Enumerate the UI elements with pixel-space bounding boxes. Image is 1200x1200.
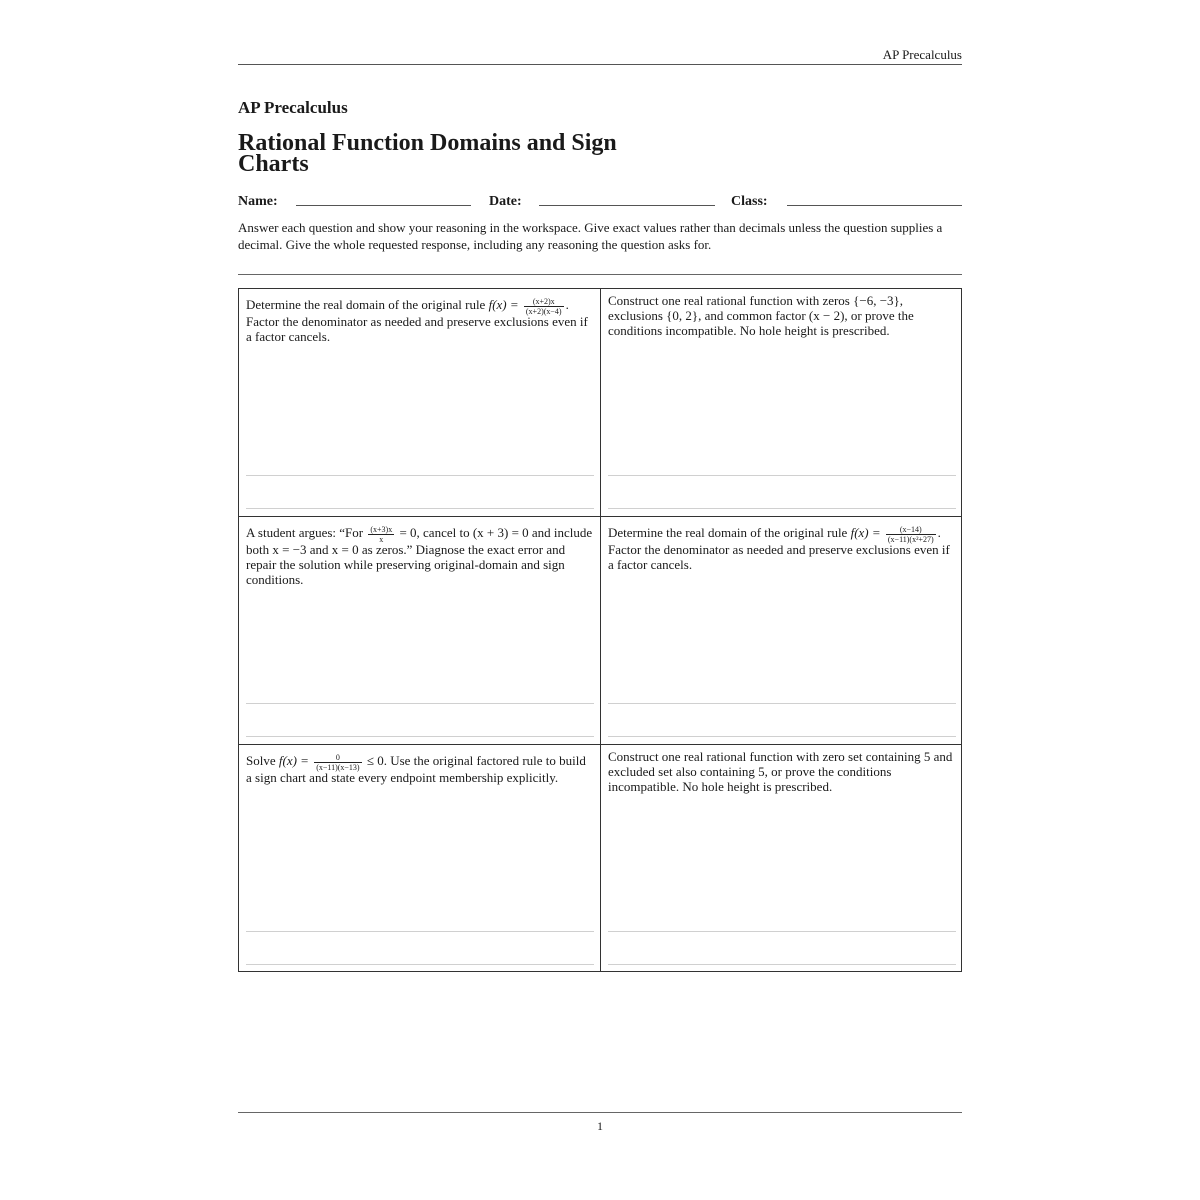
question-text: ≤ 0. Use the original factored rule to build xyxy=(363,753,586,768)
student-info-fields xyxy=(238,194,962,214)
date-field[interactable] xyxy=(539,205,715,206)
fraction-denominator: (x+2)(x−4) xyxy=(525,306,562,316)
question-text: both x = −3 and x = 0 as zeros.” Diagnose the exact error and repair the solution while preserving original-domain and sign conditions. xyxy=(246,542,566,587)
question-cell-3 xyxy=(239,516,601,744)
question-cell-4 xyxy=(600,516,962,744)
class-field[interactable] xyxy=(787,205,962,206)
question-text: Determine the real domain of the original rule xyxy=(246,297,489,312)
fraction-numerator: (x+3)x xyxy=(370,524,393,534)
writing-line[interactable] xyxy=(608,964,956,965)
writing-line[interactable] xyxy=(246,964,594,965)
question-cell-5 xyxy=(239,744,601,972)
fraction-numerator: (x−14) xyxy=(899,524,922,534)
course-heading: AP Precalculus xyxy=(238,98,348,117)
question-prompt xyxy=(246,751,596,785)
divider xyxy=(238,274,962,275)
instructions: Answer each question and show your reasoning in the workspace. Give exact values rather than decimals unless the question supplies a decimal. Give the whole requested response, including any reasoning the question asks for. xyxy=(238,220,943,252)
math-fx: f(x) = xyxy=(278,753,309,768)
question-grid xyxy=(238,288,962,972)
question-text: a sign chart and state every endpoint membership explicitly. xyxy=(246,770,559,785)
fraction xyxy=(314,753,361,772)
writing-line[interactable] xyxy=(608,508,956,509)
writing-line[interactable] xyxy=(246,475,594,476)
running-header xyxy=(238,47,962,65)
question-text: . xyxy=(937,525,941,540)
question-text: . xyxy=(565,297,569,312)
question-cell-6 xyxy=(600,744,962,972)
running-header-title: AP Precalculus xyxy=(882,47,962,62)
writing-line[interactable] xyxy=(246,736,594,737)
fraction-numerator: 0 xyxy=(335,752,340,762)
question-cell-2 xyxy=(600,289,962,517)
worksheet-title: Rational Function Domains and Sign Charts xyxy=(238,130,617,177)
writing-line[interactable] xyxy=(246,931,594,932)
writing-line[interactable] xyxy=(246,508,594,509)
fraction-denominator: x xyxy=(368,534,394,544)
question-text: = 0, cancel to (x + 3) = 0 and include xyxy=(396,525,593,540)
question-text: Factor the denominator as needed and preserve exclusions even if a factor cancels. xyxy=(608,542,950,572)
question-prompt: Construct one real rational function with zero set containing 5 and excluded set also containing 5, or prove the conditions incompatible. No hole height is prescribed. xyxy=(608,749,953,794)
fraction-denominator: (x−11)(x−13) xyxy=(316,762,360,772)
fraction-numerator: (x+2)x xyxy=(532,296,555,306)
question-prompt: Construct one real rational function with zeros {−6, −3}, exclusions {0, 2}, and common factor (x − 2), or prove the conditions incompatible. No hole height is prescribed. xyxy=(608,293,914,338)
question-text: Factor the denominator as needed and preserve exclusions even if a factor cancels. xyxy=(246,314,588,344)
question-prompt xyxy=(608,523,958,572)
math-fx: f(x) = xyxy=(488,297,519,312)
question-text: A student argues: “For xyxy=(246,525,367,540)
question-text: Determine the real domain of the original rule xyxy=(608,525,851,540)
question-cell-1 xyxy=(239,289,601,517)
footer-divider xyxy=(238,1112,962,1113)
class-label: Class: xyxy=(731,194,768,209)
name-label: Name: xyxy=(238,194,278,209)
writing-line[interactable] xyxy=(608,931,956,932)
question-text: Solve xyxy=(246,753,279,768)
name-field[interactable] xyxy=(296,205,471,206)
fraction xyxy=(886,525,936,544)
writing-line[interactable] xyxy=(608,475,956,476)
writing-line[interactable] xyxy=(608,736,956,737)
math-fx: f(x) = xyxy=(850,525,881,540)
page-number: 1 xyxy=(597,1119,603,1133)
writing-line[interactable] xyxy=(608,703,956,704)
question-prompt xyxy=(246,523,596,587)
fraction xyxy=(368,525,394,544)
question-prompt xyxy=(246,295,596,344)
writing-line[interactable] xyxy=(246,703,594,704)
fraction xyxy=(524,297,564,316)
fraction-denominator: (x−11)(x²+27) xyxy=(887,534,934,544)
date-label: Date: xyxy=(489,194,522,209)
